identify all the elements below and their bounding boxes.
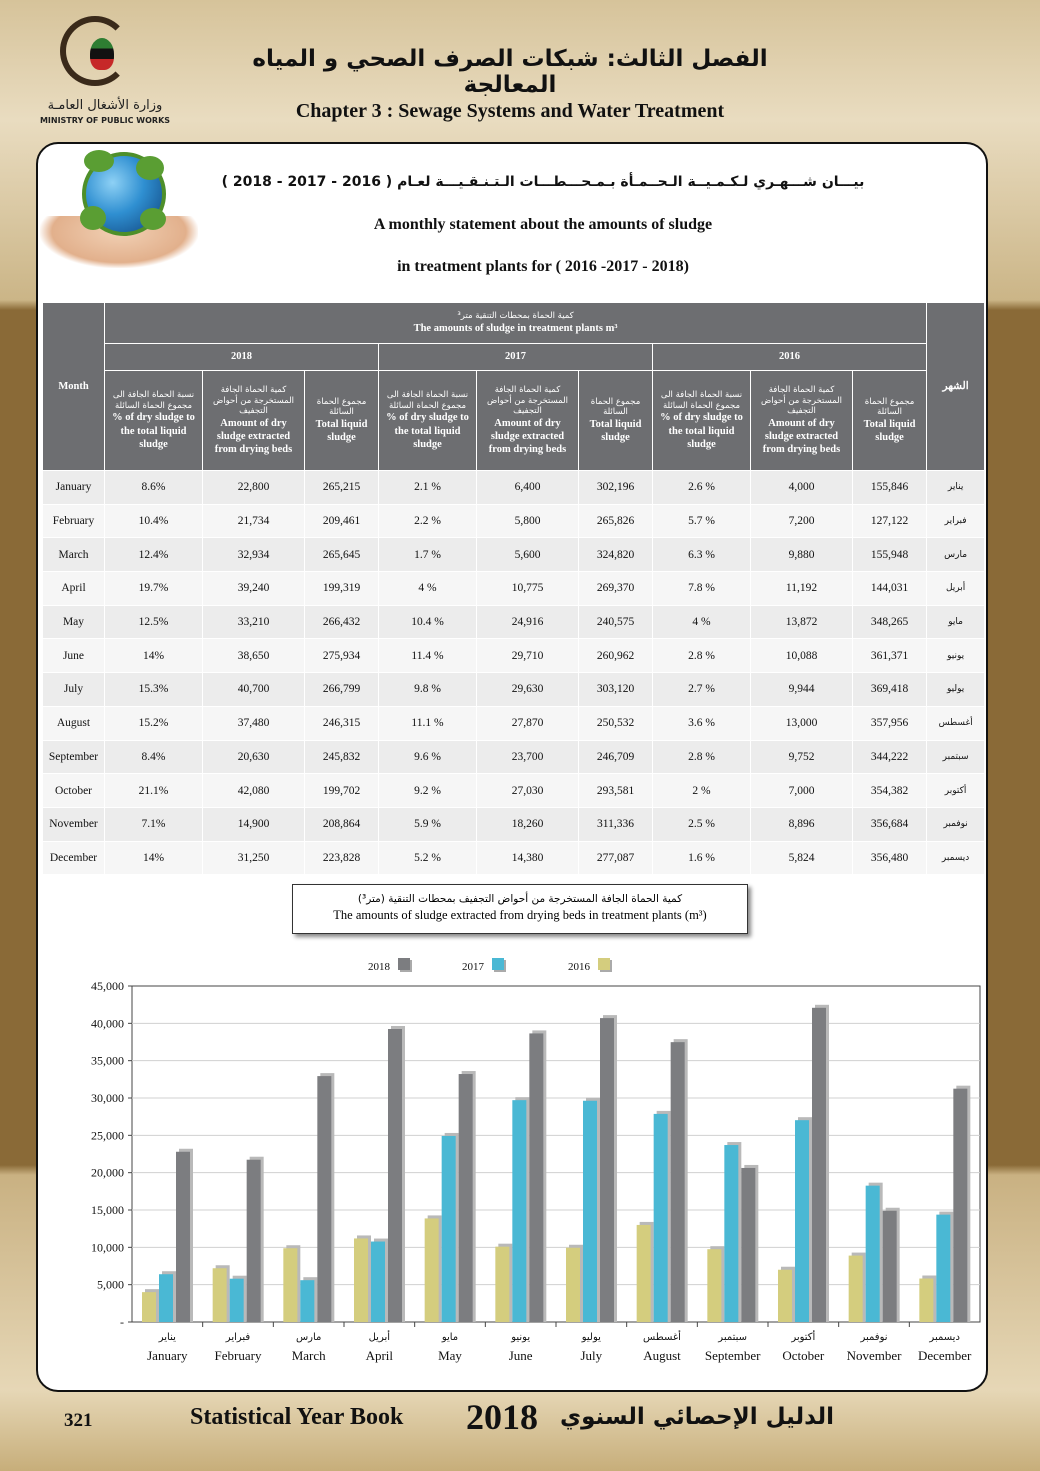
cell-d17: 14,380 — [477, 841, 579, 875]
cell-d16: 4,000 — [751, 471, 853, 505]
cell-d16: 9,944 — [751, 673, 853, 707]
y-tick-label: 30,000 — [91, 1091, 124, 1105]
cell-d17: 29,630 — [477, 673, 579, 707]
cell-d17: 18,260 — [477, 807, 579, 841]
table-row — [43, 605, 985, 639]
col-header-liquid-en: Total liquid sludge — [863, 419, 916, 444]
logo-text-en: MINISTRY OF PUBLIC WORKS — [39, 116, 171, 125]
cell-p16: 4 % — [653, 605, 751, 639]
cell-l17: 293,581 — [579, 774, 653, 808]
month-name-en: February — [43, 504, 105, 538]
bar-2018-february — [247, 1160, 261, 1322]
col-header-dry-ar: كمية الحماة الجافة المستخرجة من أحواض التجفيف — [212, 384, 295, 417]
cell-l16: 155,948 — [853, 538, 927, 572]
col-header-pct — [105, 371, 203, 471]
cell-d18: 42,080 — [203, 774, 305, 808]
cell-d17: 6,400 — [477, 471, 579, 505]
x-label-ar: نوفمبر — [860, 1332, 888, 1343]
cell-l18: 199,319 — [305, 572, 379, 606]
cell-d18: 21,734 — [203, 504, 305, 538]
cell-p17: 2.2 % — [379, 504, 477, 538]
month-name-en: December — [43, 841, 105, 875]
month-name-en: March — [43, 538, 105, 572]
month-name-ar: سبتمبر — [927, 740, 985, 774]
cell-p16: 2.7 % — [653, 673, 751, 707]
month-header-en: Month — [43, 303, 105, 471]
table-row — [43, 774, 985, 808]
x-label-en: November — [846, 1348, 902, 1363]
cell-l16: 356,480 — [853, 841, 927, 875]
cell-p18: 12.5% — [105, 605, 203, 639]
bar-2018-june — [529, 1033, 543, 1322]
cell-d18: 38,650 — [203, 639, 305, 673]
col-header-liquid-ar: مجموع الحماة السائلة — [590, 396, 641, 418]
cell-p18: 10.4% — [105, 504, 203, 538]
year-header-2017: 2017 — [379, 344, 653, 371]
ministry-logo — [30, 12, 170, 127]
bar-2017-august — [654, 1114, 668, 1322]
x-label-ar: سبتمبر — [718, 1332, 748, 1343]
table-row — [43, 706, 985, 740]
sludge-table — [42, 302, 985, 875]
cell-p16: 2.5 % — [653, 807, 751, 841]
cell-l17: 250,532 — [579, 706, 653, 740]
cell-d16: 7,200 — [751, 504, 853, 538]
bar-2018-january — [176, 1152, 190, 1322]
month-name-en: July — [43, 673, 105, 707]
col-header-dry-en: Amount of dry sludge extracted from drying beds — [214, 417, 293, 455]
month-name-ar: أغسطس — [927, 706, 985, 740]
logo-flag-icon — [90, 38, 114, 70]
col-header-pct-ar: نسبة الحماة الجافة الى مجموع الحماة السائلة — [660, 390, 743, 411]
table-row — [43, 639, 985, 673]
cell-d16: 13,000 — [751, 706, 853, 740]
col-header-dry — [203, 371, 305, 471]
bar-2017-february — [230, 1279, 244, 1322]
month-name-en: April — [43, 572, 105, 606]
cell-l17: 246,709 — [579, 740, 653, 774]
chapter-title-ar: الفصل الثالث: شبكات الصرف الصحي و المياه المعالجة — [252, 46, 768, 98]
cell-l17: 302,196 — [579, 471, 653, 505]
col-header-pct-ar: نسبة الحماة الجافة الى مجموع الحماة السائلة — [386, 390, 469, 411]
table-row — [43, 471, 985, 505]
month-header-ar: الشهر — [927, 303, 985, 471]
cell-d16: 8,896 — [751, 807, 853, 841]
cell-l18: 275,934 — [305, 639, 379, 673]
cell-p17: 9.8 % — [379, 673, 477, 707]
cell-l16: 127,122 — [853, 504, 927, 538]
cell-l16: 348,265 — [853, 605, 927, 639]
month-name-en: January — [43, 471, 105, 505]
month-name-en: June — [43, 639, 105, 673]
cell-d18: 14,900 — [203, 807, 305, 841]
month-name-ar: مايو — [927, 605, 985, 639]
legend-swatch-2017 — [492, 958, 504, 970]
cell-p18: 14% — [105, 639, 203, 673]
foliage-shape — [140, 208, 166, 230]
statement-title-en-line1: A monthly statement about the amounts of sludge — [373, 216, 713, 233]
cell-d18: 31,250 — [203, 841, 305, 875]
table-row — [43, 807, 985, 841]
cell-p16: 2 % — [653, 774, 751, 808]
col-header-liquid — [853, 371, 927, 471]
bar-2017-april — [371, 1242, 385, 1322]
statement-title-en-line2: in treatment plants for ( 2016 -2017 - 2018) — [397, 258, 689, 275]
x-label-en: March — [291, 1348, 326, 1363]
legend-swatch-2016 — [598, 958, 610, 970]
y-tick-label: 25,000 — [91, 1128, 124, 1143]
foliage-shape — [80, 206, 106, 230]
month-name-ar: أبريل — [927, 572, 985, 606]
footer-year: 2018 — [466, 1397, 538, 1437]
cell-p18: 19.7% — [105, 572, 203, 606]
bar-2017-march — [300, 1280, 314, 1322]
foliage-shape — [84, 150, 114, 172]
cell-p17: 10.4 % — [379, 605, 477, 639]
cell-l16: 356,684 — [853, 807, 927, 841]
cell-l18: 266,799 — [305, 673, 379, 707]
bar-2017-may — [442, 1136, 456, 1322]
bar-2016-july — [566, 1248, 580, 1322]
x-label-en: April — [365, 1348, 394, 1363]
bar-2017-october — [795, 1120, 809, 1322]
cell-p18: 15.2% — [105, 706, 203, 740]
cell-p16: 3.6 % — [653, 706, 751, 740]
bar-2017-july — [583, 1101, 597, 1322]
cell-l16: 144,031 — [853, 572, 927, 606]
cell-p18: 8.4% — [105, 740, 203, 774]
legend-label-2017: 2017 — [462, 961, 484, 973]
legend-label-2018: 2018 — [368, 961, 390, 973]
cell-p17: 11.4 % — [379, 639, 477, 673]
y-tick-label: 10,000 — [91, 1240, 124, 1255]
cell-l16: 369,418 — [853, 673, 927, 707]
month-name-ar: يوليو — [927, 673, 985, 707]
col-header-pct-en: % of dry sludge to the total liquid sludge — [386, 412, 469, 450]
col-header-pct — [379, 371, 477, 471]
cell-p17: 11.1 % — [379, 706, 477, 740]
bar-2016-october — [778, 1270, 792, 1322]
bar-2016-december — [919, 1279, 933, 1322]
cell-p18: 15.3% — [105, 673, 203, 707]
x-label-en: August — [643, 1348, 681, 1363]
bar-2018-april — [388, 1029, 402, 1322]
x-label-en: February — [214, 1348, 262, 1363]
table-row — [43, 504, 985, 538]
sludge-bar-chart — [38, 944, 986, 1384]
cell-d17: 5,600 — [477, 538, 579, 572]
cell-d16: 9,752 — [751, 740, 853, 774]
y-tick-label: 15,000 — [91, 1203, 124, 1217]
cell-l17: 324,820 — [579, 538, 653, 572]
x-label-ar: ديسمبر — [929, 1332, 960, 1343]
cell-l17: 269,370 — [579, 572, 653, 606]
col-header-liquid-en: Total liquid sludge — [315, 419, 368, 444]
cell-d18: 22,800 — [203, 471, 305, 505]
cell-p17: 4 % — [379, 572, 477, 606]
table-row — [43, 538, 985, 572]
month-name-en: May — [43, 605, 105, 639]
cell-d17: 27,870 — [477, 706, 579, 740]
table-row — [43, 572, 985, 606]
x-label-en: December — [917, 1348, 972, 1363]
cell-l18: 266,432 — [305, 605, 379, 639]
bar-2018-may — [459, 1074, 473, 1322]
year-header-2016: 2016 — [653, 344, 927, 371]
month-name-ar: أكتوبر — [927, 774, 985, 808]
cell-d17: 24,916 — [477, 605, 579, 639]
cell-d18: 32,934 — [203, 538, 305, 572]
group-header-ar: كمية الحماة بمحطات التنقية متر³ — [457, 311, 574, 322]
month-name-en: August — [43, 706, 105, 740]
month-name-en: September — [43, 740, 105, 774]
cell-d17: 5,800 — [477, 504, 579, 538]
cell-d16: 10,088 — [751, 639, 853, 673]
x-label-ar: يونيو — [511, 1332, 531, 1343]
month-name-ar: فبراير — [927, 504, 985, 538]
year-header-2018: 2018 — [105, 344, 379, 371]
cell-p16: 2.6 % — [653, 471, 751, 505]
footer-book-title-ar: الدليل الإحصائي السنوي — [560, 1404, 834, 1430]
y-tick-label: 20,000 — [91, 1165, 124, 1180]
table-row — [43, 673, 985, 707]
cell-p17: 9.6 % — [379, 740, 477, 774]
bar-2016-february — [213, 1268, 227, 1322]
bar-2018-september — [741, 1168, 755, 1322]
bar-2017-december — [936, 1215, 950, 1322]
cell-p17: 5.2 % — [379, 841, 477, 875]
cell-d16: 11,192 — [751, 572, 853, 606]
cell-l17: 265,826 — [579, 504, 653, 538]
cell-p17: 1.7 % — [379, 538, 477, 572]
globe-in-hand-icon — [40, 146, 200, 266]
bar-2016-april — [354, 1238, 368, 1322]
cell-d16: 13,872 — [751, 605, 853, 639]
y-tick-label: 40,000 — [91, 1016, 124, 1031]
col-header-pct-en: % of dry sludge to the total liquid sludge — [660, 412, 743, 450]
x-label-ar: يوليو — [581, 1332, 601, 1343]
bar-2018-october — [812, 1008, 826, 1322]
chart-title-box — [292, 884, 748, 934]
cell-d16: 9,880 — [751, 538, 853, 572]
statement-title-ar: بيـــان شـــهـري لـكـمـيــة الـحــمـأة بـمـحـــطـــات الـتـنـقـيـــة لعـام ( 2016 - 2017 - 2018 ) — [221, 174, 865, 190]
cell-l16: 357,956 — [853, 706, 927, 740]
x-label-en: July — [580, 1348, 603, 1363]
cell-p18: 8.6% — [105, 471, 203, 505]
x-label-ar: أكتوبر — [791, 1332, 816, 1343]
col-header-dry — [751, 371, 853, 471]
x-label-ar: فبراير — [225, 1332, 251, 1343]
bar-2017-january — [159, 1274, 173, 1322]
cell-l16: 354,382 — [853, 774, 927, 808]
bar-2016-january — [142, 1292, 156, 1322]
col-header-liquid — [579, 371, 653, 471]
y-tick-label: 5,000 — [97, 1277, 124, 1292]
cell-p16: 1.6 % — [653, 841, 751, 875]
cell-d18: 37,480 — [203, 706, 305, 740]
cell-d17: 23,700 — [477, 740, 579, 774]
col-header-liquid-ar: مجموع الحماة السائلة — [316, 396, 367, 418]
col-header-liquid — [305, 371, 379, 471]
cell-p17: 9.2 % — [379, 774, 477, 808]
footer-book-title-en: Statistical Year Book — [190, 1404, 404, 1430]
col-header-liquid-en: Total liquid sludge — [589, 419, 642, 444]
cell-l16: 361,371 — [853, 639, 927, 673]
cell-l18: 265,645 — [305, 538, 379, 572]
bar-2016-march — [283, 1248, 297, 1322]
col-header-liquid-ar: مجموع الحماة السائلة — [864, 396, 915, 418]
cell-d18: 40,700 — [203, 673, 305, 707]
bar-2017-november — [866, 1186, 880, 1322]
chapter-title-en: Chapter 3 : Sewage Systems and Water Treatment — [295, 100, 725, 122]
cell-l17: 311,336 — [579, 807, 653, 841]
table-body — [43, 471, 985, 875]
group-header — [105, 303, 927, 344]
cell-l18: 209,461 — [305, 504, 379, 538]
col-header-dry — [477, 371, 579, 471]
cell-p18: 7.1% — [105, 807, 203, 841]
cell-l18: 208,864 — [305, 807, 379, 841]
legend-swatch-2018 — [398, 958, 410, 970]
cell-l17: 303,120 — [579, 673, 653, 707]
cell-l17: 240,575 — [579, 605, 653, 639]
foliage-shape — [136, 156, 164, 180]
bar-2018-july — [600, 1018, 614, 1322]
x-label-en: January — [147, 1348, 188, 1363]
cell-l16: 155,846 — [853, 471, 927, 505]
cell-l18: 265,215 — [305, 471, 379, 505]
cell-d18: 33,210 — [203, 605, 305, 639]
cell-p17: 5.9 % — [379, 807, 477, 841]
cell-d16: 7,000 — [751, 774, 853, 808]
cell-d17: 27,030 — [477, 774, 579, 808]
bar-2016-november — [849, 1256, 863, 1322]
col-header-dry-ar: كمية الحماة الجافة المستخرجة من أحواض التجفيف — [760, 384, 843, 417]
x-label-en: June — [508, 1348, 533, 1363]
month-name-ar: يونيو — [927, 639, 985, 673]
bar-2016-may — [425, 1218, 439, 1322]
x-label-en: October — [782, 1348, 825, 1363]
chart-title-en: The amounts of sludge extracted from drying beds in treatment plants (m³) — [333, 908, 707, 922]
month-name-en: November — [43, 807, 105, 841]
y-tick-label: 45,000 — [91, 979, 124, 993]
cell-p18: 21.1% — [105, 774, 203, 808]
cell-d17: 29,710 — [477, 639, 579, 673]
bar-2018-november — [883, 1211, 897, 1322]
cell-p18: 12.4% — [105, 538, 203, 572]
cell-l18: 245,832 — [305, 740, 379, 774]
cell-l18: 246,315 — [305, 706, 379, 740]
x-label-ar: مايو — [441, 1332, 459, 1343]
cell-p17: 2.1 % — [379, 471, 477, 505]
bar-2016-august — [637, 1225, 651, 1322]
month-name-ar: يناير — [927, 471, 985, 505]
cell-p16: 2.8 % — [653, 740, 751, 774]
bar-2018-march — [317, 1076, 331, 1322]
cell-l18: 199,702 — [305, 774, 379, 808]
month-name-ar: نوفمبر — [927, 807, 985, 841]
col-header-dry-ar: كمية الحماة الجافة المستخرجة من أحواض التجفيف — [486, 384, 569, 417]
cell-d18: 39,240 — [203, 572, 305, 606]
col-header-pct-en: % of dry sludge to the total liquid sludge — [112, 412, 195, 450]
bar-2016-september — [707, 1249, 721, 1322]
table-row — [43, 740, 985, 774]
group-header-en: The amounts of sludge in treatment plants m³ — [413, 322, 618, 334]
col-header-pct-ar: نسبة الحماة الجافة الى مجموع الحماة السائلة — [112, 390, 195, 411]
x-label-ar: أغسطس — [643, 1332, 681, 1343]
cell-d17: 10,775 — [477, 572, 579, 606]
cell-p16: 5.7 % — [653, 504, 751, 538]
cell-l17: 260,962 — [579, 639, 653, 673]
y-tick-label: 35,000 — [91, 1053, 124, 1068]
bar-2017-september — [724, 1145, 738, 1322]
content-panel — [36, 142, 988, 1392]
x-label-ar: أبريل — [368, 1332, 391, 1343]
y-tick-label: - — [120, 1315, 124, 1329]
table-row — [43, 841, 985, 875]
cell-l17: 277,087 — [579, 841, 653, 875]
x-label-en: September — [704, 1348, 761, 1363]
col-header-dry-en: Amount of dry sludge extracted from drying beds — [762, 417, 841, 455]
cell-d16: 5,824 — [751, 841, 853, 875]
bar-2018-december — [953, 1089, 967, 1322]
x-label-ar: يناير — [158, 1332, 176, 1343]
cell-p16: 2.8 % — [653, 639, 751, 673]
logo-text-ar: وزارة الأشغال العامـة — [47, 98, 163, 113]
cell-p16: 7.8 % — [653, 572, 751, 606]
x-label-ar: مارس — [295, 1332, 322, 1343]
month-name-ar: ديسمبر — [927, 841, 985, 875]
month-name-en: October — [43, 774, 105, 808]
cell-l18: 223,828 — [305, 841, 379, 875]
col-header-dry-en: Amount of dry sludge extracted from drying beds — [488, 417, 567, 455]
chart-title-ar: كمية الحماة الجافة المستخرجة من أحواض التجفيف بمحطات التنقية (متر³) — [357, 893, 683, 905]
x-label-en: May — [438, 1348, 462, 1363]
cell-p16: 6.3 % — [653, 538, 751, 572]
legend-label-2016: 2016 — [568, 961, 590, 973]
bar-2017-june — [512, 1100, 526, 1322]
page-number: 321 — [64, 1410, 93, 1431]
bar-2018-august — [671, 1042, 685, 1322]
month-name-ar: مارس — [927, 538, 985, 572]
cell-d18: 20,630 — [203, 740, 305, 774]
col-header-pct — [653, 371, 751, 471]
bar-2016-june — [495, 1247, 509, 1322]
cell-p18: 14% — [105, 841, 203, 875]
cell-l16: 344,222 — [853, 740, 927, 774]
